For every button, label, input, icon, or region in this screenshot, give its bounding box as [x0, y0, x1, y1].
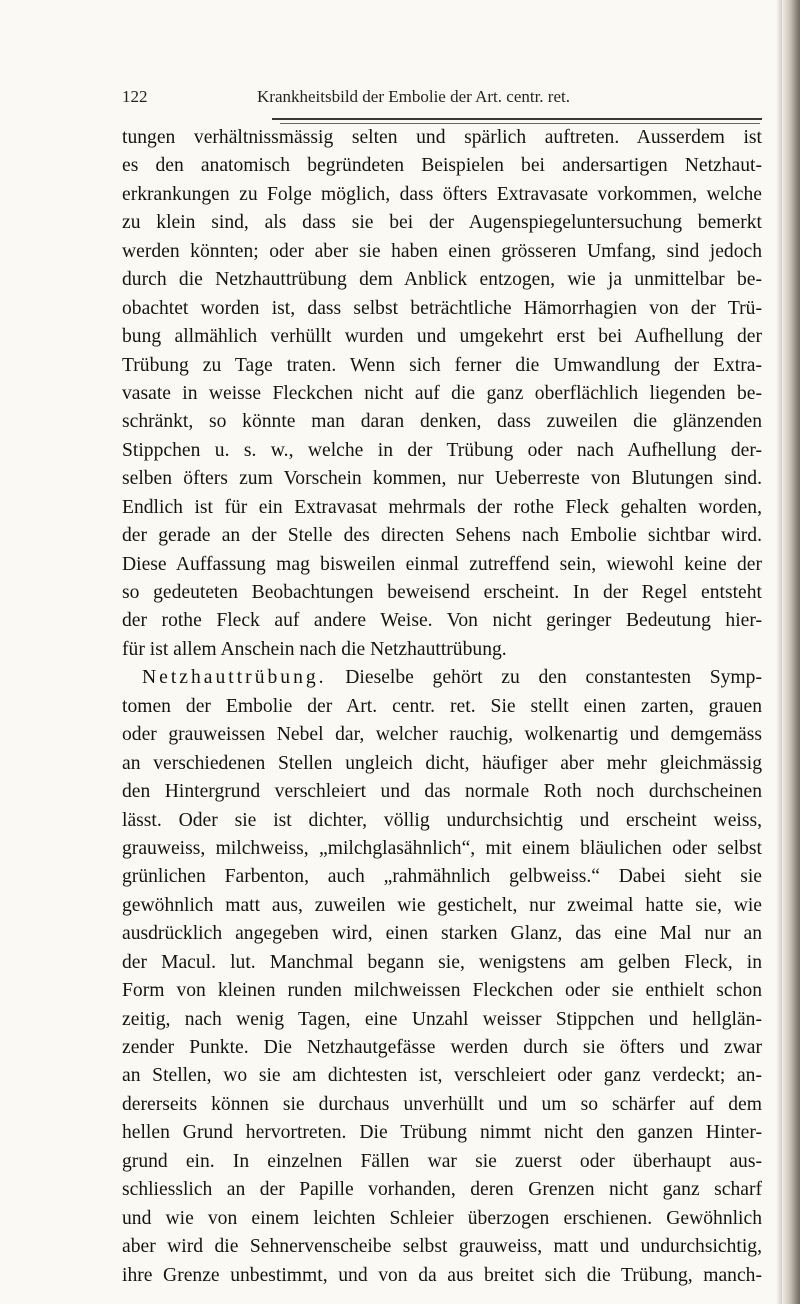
section-first-line-text: Dieselbe gehört zu den constantesten Symp- — [345, 667, 762, 689]
text-line: aber wird die Sehnervenscheibe selbst grauweiss, matt und undurchsichtig, — [122, 1236, 762, 1258]
text-line: gewöhnlich matt aus, zuweilen wie gestichelt, nur zweimal hatte sie, wie — [122, 894, 762, 916]
text-line: und wie von einem leichten Schleier überzogen erschienen. Gewöhnlich — [122, 1207, 762, 1229]
text-line: der gerade an der Stelle des directen Sehens nach Embolie sichtbar wird. — [122, 525, 762, 547]
text-line: der Macul. lut. Manchmal begann sie, wenigstens am gelben Fleck, in — [122, 951, 762, 973]
text-line: schliesslich an der Papille vorhanden, deren Grenzen nicht ganz scharf — [122, 1179, 762, 1201]
text-line: ausdrücklich angegeben wird, einen starken Glanz, das eine Mal nur an — [122, 923, 762, 945]
body-text — [122, 124, 762, 1290]
page-edge — [782, 0, 800, 1304]
text-line: so gedeuteten Beobachtungen beweisend erscheint. In der Regel entsteht — [122, 582, 762, 603]
text-line: oder grauweissen Nebel dar, welcher rauchig, wolkenartig und demgemäss — [122, 724, 762, 746]
section-first-line — [122, 664, 762, 692]
text-line: Diese Auffassung mag bisweilen einmal zutreffend sein, wiewohl keine der — [122, 553, 762, 575]
text-line: selben öfters zum Vorschein kommen, nur Ueberreste von Blutungen sind. — [122, 468, 762, 490]
text-line: grund ein. In einzelnen Fällen war sie zuerst oder überhaupt aus- — [122, 1150, 762, 1172]
text-line: Stippchen u. s. w., welche in der Trübung oder nach Aufhellung der- — [122, 439, 762, 461]
text-line: zender Punkte. Die Netzhautgefässe werden durch sie öfters und zwar — [122, 1037, 762, 1058]
text-line: lässt. Oder sie ist dichter, völlig undurchsichtig und erscheint weiss, — [122, 809, 762, 831]
text-line: grünlichen Farbenton, auch „rahmähnlich gelbweiss.“ Dabei sieht sie — [122, 866, 762, 888]
text-line: bung allmählich verhüllt wurden und umgekehrt erst bei Aufhellung der — [122, 326, 762, 348]
text-line: zu klein sind, als dass sie bei der Augenspiegeluntersuchung bemerkt — [122, 212, 762, 234]
text-line: den Hintergrund verschleiert und das normale Roth noch durchscheinen — [122, 781, 762, 803]
text-line: der rothe Fleck auf andere Weise. Von nicht geringer Bedeutung hier- — [122, 610, 762, 632]
section-heading: Netzhauttrübung. — [142, 667, 327, 689]
text-line: zeitig, nach wenig Tagen, eine Unzahl weisser Stippchen und hellglän- — [122, 1008, 762, 1030]
text-line: durch die Netzhauttrübung dem Anblick entzogen, wie ja unmittelbar be- — [122, 269, 762, 291]
text-line: schränkt, so könnte man daran denken, dass zuweilen die glänzenden — [122, 411, 762, 433]
text-line: werden könnten; oder aber sie haben einen grösseren Umfang, sind jedoch — [122, 240, 762, 262]
text-line: für ist allem Anschein nach die Netzhauttrübung. — [122, 638, 507, 660]
text-line: obachtet worden ist, dass selbst beträchtliche Hämorrhagien von der Trü- — [122, 297, 762, 319]
text-line: ihre Grenze unbestimmt, und von da aus breitet sich die Trübung, manch- — [122, 1264, 762, 1286]
text-line: an verschiedenen Stellen ungleich dicht, häufiger aber mehr gleichmässig — [122, 752, 762, 774]
text-line: grauweiss, milchweiss, „milchglasähnlich“, mit einem bläulichen oder selbst — [122, 837, 762, 859]
text-line: dererseits können sie durchaus unverhüllt und um so schärfer auf dem — [122, 1093, 762, 1115]
page-number: 122 — [122, 87, 148, 106]
text-line: erkrankungen zu Folge möglich, dass öfters Extravasate vorkommen, welche — [122, 183, 762, 205]
page-header — [122, 87, 762, 109]
text-line: tomen der Embolie der Art. centr. ret. Sie stellt einen zarten, grauen — [122, 695, 762, 717]
text-line: an Stellen, wo sie am dichtesten ist, verschleiert oder ganz verdeckt; an- — [122, 1065, 762, 1087]
text-line: vasate in weisse Fleckchen nicht auf die ganz oberflächlich liegenden be- — [122, 382, 762, 404]
text-line: Trübung zu Tage traten. Wenn sich ferner die Umwandlung der Extra- — [122, 354, 762, 376]
header-rule-thick — [272, 118, 762, 120]
text-line: es den anatomisch begründeten Beispielen bei andersartigen Netzhaut- — [122, 155, 762, 177]
text-line: hellen Grund hervortreten. Die Trübung nimmt nicht den ganzen Hinter- — [122, 1122, 762, 1144]
text-line: tungen verhältnissmässig selten und spärlich auftreten. Ausserdem ist — [122, 127, 762, 148]
running-head: Krankheitsbild der Embolie der Art. centr. ret. — [257, 87, 570, 106]
text-line: Form von kleinen runden milchweissen Fleckchen oder sie enthielt schon — [122, 980, 762, 1002]
text-line: Endlich ist für ein Extravasat mehrmals der rothe Fleck gehalten worden, — [122, 496, 762, 518]
